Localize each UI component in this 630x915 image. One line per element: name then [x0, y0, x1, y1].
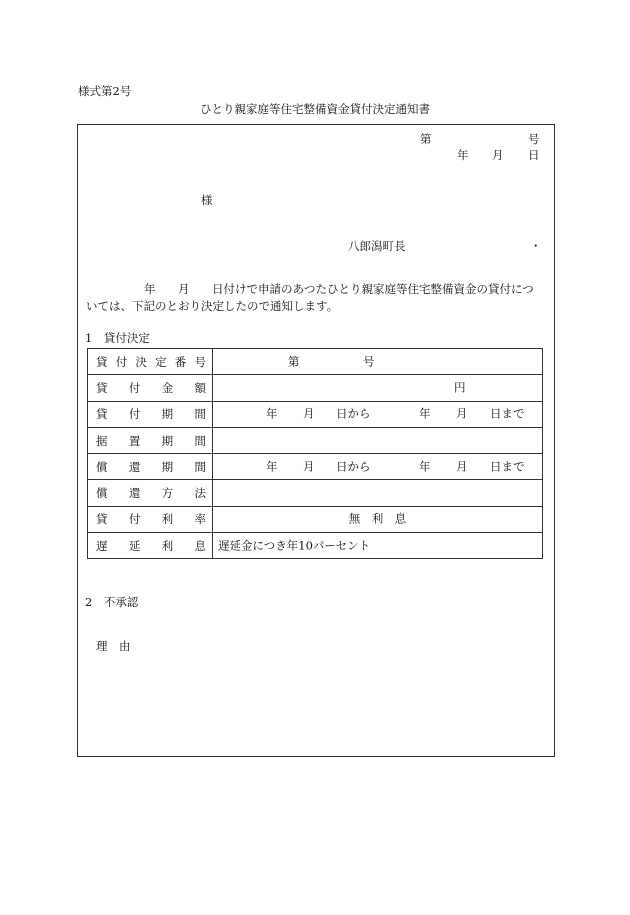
- table-row: [88, 349, 543, 375]
- row-label: [88, 427, 213, 453]
- row-label: [88, 454, 213, 480]
- row-value-y2: 年: [419, 406, 431, 421]
- issue-date-year: 年: [457, 148, 469, 162]
- row-value: [213, 375, 543, 401]
- row-value-d1: 日から: [336, 406, 371, 421]
- row-label-char: 額: [194, 380, 206, 395]
- row-value-y1: 年: [266, 459, 278, 474]
- reason-label: 理 由: [96, 639, 131, 653]
- row-label-char: 貸: [96, 380, 108, 395]
- table-row: [88, 480, 543, 506]
- row-label-char: 号: [194, 354, 206, 369]
- body-year: 年: [144, 282, 156, 296]
- section-1-heading: 1 貸付決定: [85, 331, 150, 345]
- table-row: [88, 533, 543, 559]
- row-value-prefix: 第: [288, 353, 300, 368]
- row-label-char: 延: [128, 538, 141, 553]
- row-value-text: 遅延金につき年10パーセント: [218, 537, 371, 552]
- row-label: [88, 480, 213, 506]
- row-label-char: 利: [161, 538, 174, 553]
- row-value: [213, 427, 543, 453]
- row-value: [213, 506, 543, 532]
- addressee-honorific: 様: [201, 193, 213, 207]
- row-label-char: 遅: [96, 538, 108, 553]
- row-value: [213, 349, 543, 375]
- row-value-text: 無 利 息: [348, 511, 407, 526]
- row-value: [213, 401, 543, 427]
- row-label-char: 方: [161, 486, 174, 501]
- row-value-d2: 日まで: [490, 459, 525, 474]
- body-month: 月: [178, 282, 190, 296]
- row-value-m1: 月: [303, 406, 315, 421]
- row-label-char: 付: [128, 407, 141, 422]
- table-row: [88, 375, 543, 401]
- body-line1: 日付けで申請のあつたひとり親家庭等住宅整備資金の貸付につ: [212, 282, 534, 296]
- row-label-char: 還: [128, 486, 141, 501]
- row-value-d1: 日から: [336, 459, 371, 474]
- row-label-char: 期: [161, 459, 174, 474]
- row-label-char: 金: [161, 380, 174, 395]
- row-value-m1: 月: [303, 459, 315, 474]
- row-label-char: 貸: [96, 354, 108, 369]
- row-label-char: 息: [194, 538, 206, 553]
- section-2-heading: 2 不承認: [85, 595, 139, 609]
- row-value: [213, 454, 543, 480]
- seal-mark: ・: [530, 239, 542, 253]
- table-row: [88, 506, 543, 532]
- row-label-char: 間: [194, 459, 206, 474]
- row-label-char: 利: [161, 512, 174, 527]
- row-label: [88, 506, 213, 532]
- row-value-suffix: 号: [363, 353, 375, 368]
- row-label-char: 貸: [96, 512, 108, 527]
- table-row: [88, 401, 543, 427]
- row-value-y2: 年: [419, 459, 431, 474]
- row-label-char: 据: [96, 433, 108, 448]
- row-value-m2: 月: [456, 406, 468, 421]
- issue-date-day: 日: [528, 148, 540, 162]
- row-label-char: 付: [128, 512, 141, 527]
- row-label-char: 定: [155, 354, 167, 369]
- row-label-char: 決: [135, 354, 147, 369]
- notice-number-prefix: 第: [420, 132, 432, 146]
- row-value: [213, 533, 543, 559]
- row-label: [88, 533, 213, 559]
- body-line2: いては、下記のとおり決定したので通知します。: [86, 299, 339, 313]
- row-value-y1: 年: [266, 406, 278, 421]
- row-label-char: 付: [128, 380, 141, 395]
- row-label-char: 法: [194, 486, 206, 501]
- document-title: ひとり親家庭等住宅整備資金貸付決定通知書: [200, 102, 430, 116]
- row-label-char: 償: [96, 459, 108, 474]
- row-label: [88, 401, 213, 427]
- row-value-m2: 月: [456, 459, 468, 474]
- row-label-char: 置: [128, 433, 141, 448]
- row-label-char: 番: [174, 354, 187, 369]
- table-row: [88, 454, 543, 480]
- notice-number-suffix: 号: [528, 132, 540, 146]
- row-label: [88, 375, 213, 401]
- loan-decision-table: [87, 348, 543, 559]
- row-label-char: 償: [96, 486, 108, 501]
- row-label-char: 期: [161, 433, 174, 448]
- issuer-name: 八郎潟町長: [348, 239, 406, 253]
- row-label-char: 還: [128, 459, 141, 474]
- row-value-unit: 円: [454, 380, 466, 395]
- row-label-char: 期: [161, 407, 174, 422]
- row-label: [88, 349, 213, 375]
- row-value: [213, 480, 543, 506]
- issue-date-month: 月: [492, 148, 504, 162]
- row-label-char: 付: [115, 354, 128, 369]
- row-label-char: 率: [194, 512, 206, 527]
- row-label-char: 貸: [96, 407, 108, 422]
- row-label-char: 間: [194, 433, 206, 448]
- row-value-d2: 日まで: [490, 406, 525, 421]
- row-label-char: 間: [194, 407, 206, 422]
- table-row: [88, 427, 543, 453]
- form-number: 様式第2号: [78, 84, 132, 98]
